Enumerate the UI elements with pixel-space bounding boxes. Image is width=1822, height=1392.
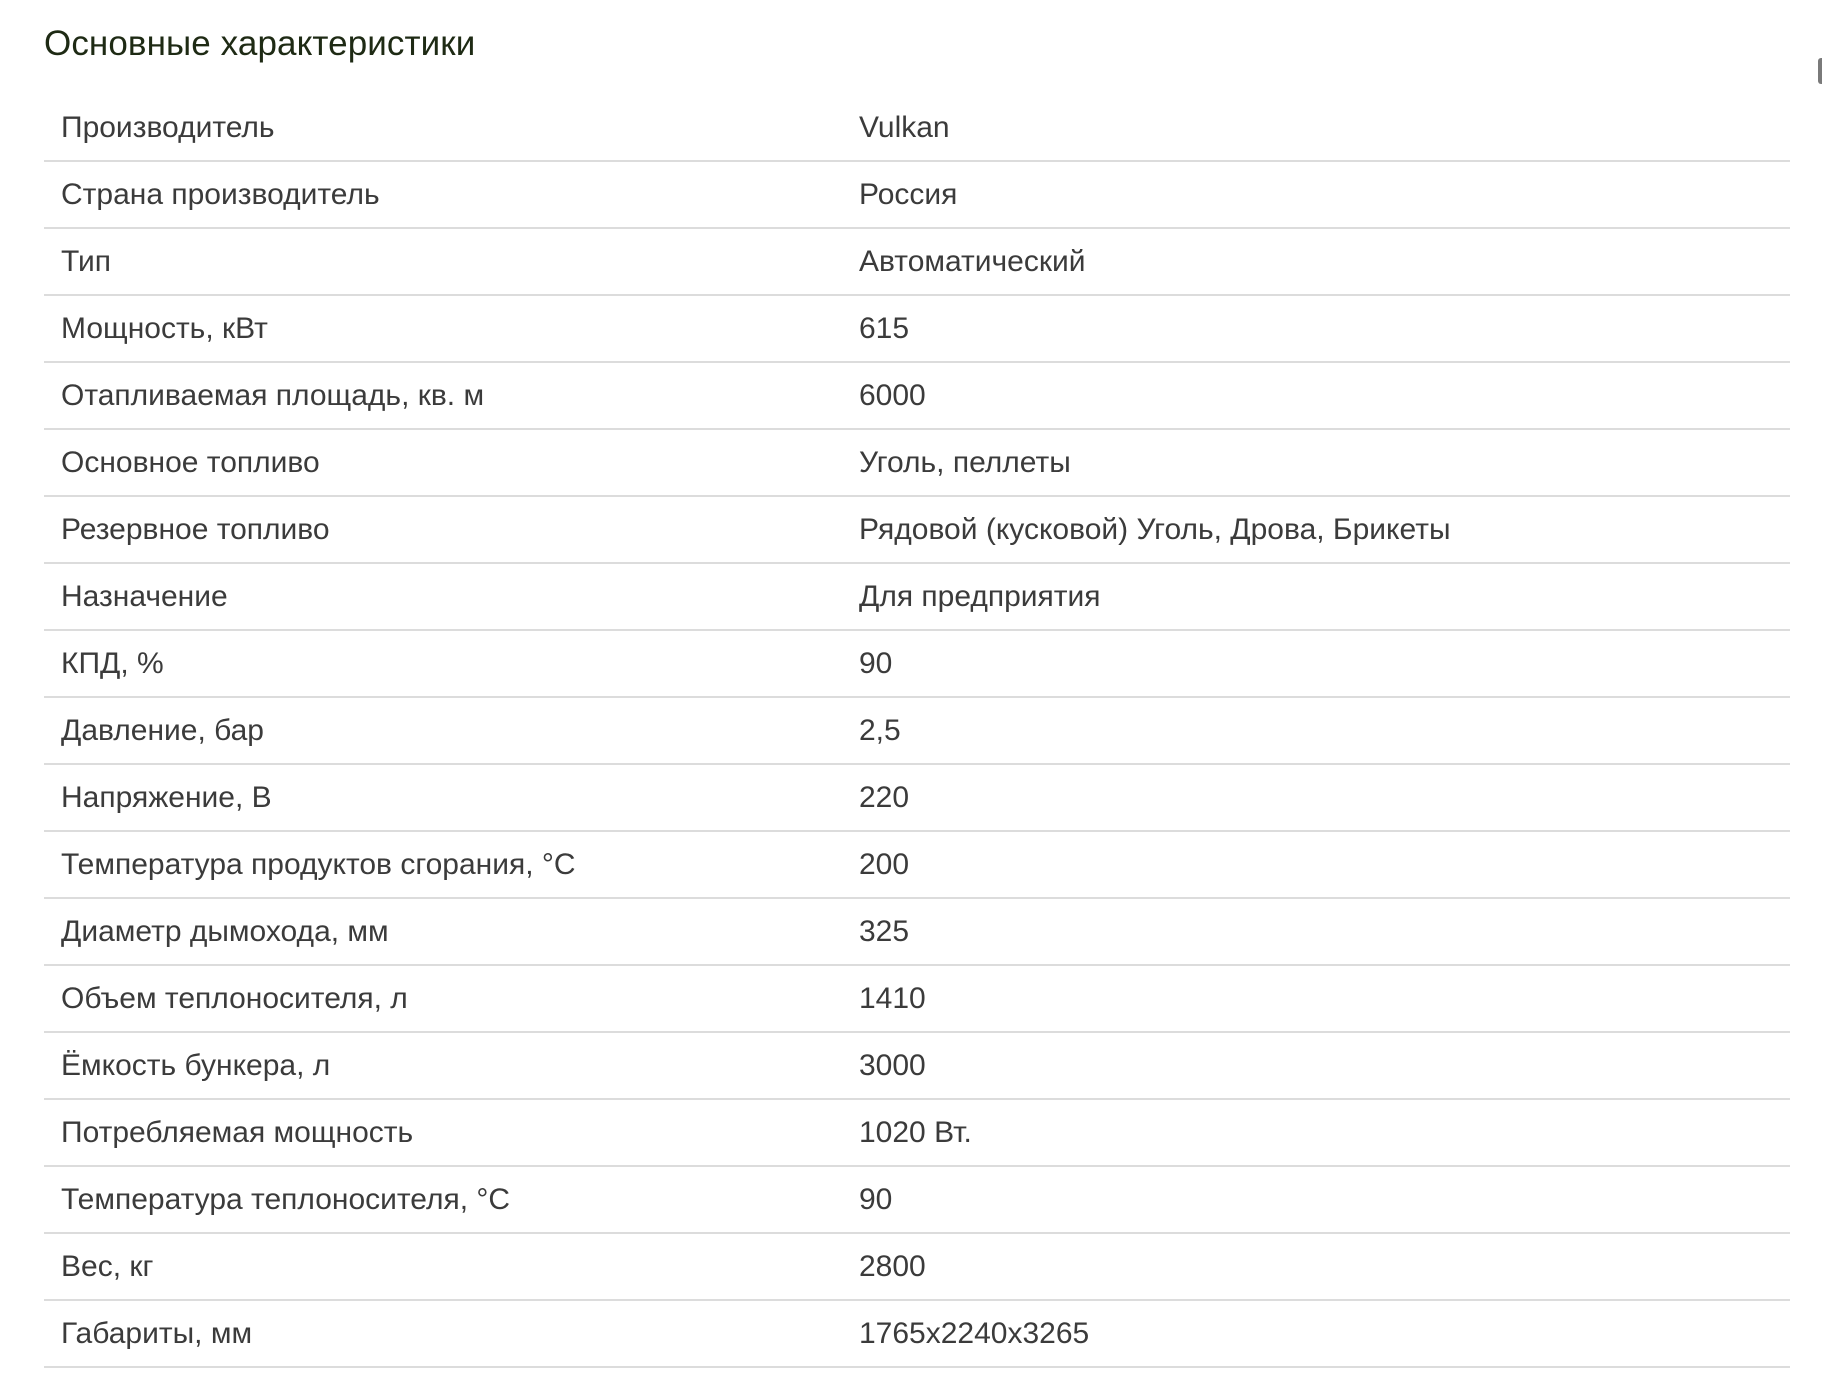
- spec-row-hopper-capacity: [44, 1032, 1790, 1099]
- spec-name: Температура продуктов сгорания, °C: [44, 831, 859, 898]
- spec-name: Потребляемая мощность: [44, 1099, 859, 1166]
- spec-row-pressure: [44, 697, 1790, 764]
- spec-value: 6000: [859, 362, 1790, 429]
- section-title: Основные характеристики: [44, 24, 476, 63]
- spec-row-coolant-temperature: [44, 1166, 1790, 1233]
- scroll-edge-indicator: [1818, 58, 1822, 84]
- spec-value: 1765x2240x3265: [859, 1300, 1790, 1367]
- spec-value: 2,5: [859, 697, 1790, 764]
- spec-name: Назначение: [44, 563, 859, 630]
- spec-value: 615: [859, 295, 1790, 362]
- spec-row-power: [44, 295, 1790, 362]
- spec-name: Мощность, кВт: [44, 295, 859, 362]
- spec-name: Отапливаемая площадь, кв. м: [44, 362, 859, 429]
- spec-name: Тип: [44, 228, 859, 295]
- spec-row-dimensions: [44, 1300, 1790, 1367]
- spec-name: Производитель: [44, 95, 859, 161]
- spec-row-flue-gas-temperature: [44, 831, 1790, 898]
- spec-value: 3000: [859, 1032, 1790, 1099]
- spec-name: Резервное топливо: [44, 496, 859, 563]
- spec-row-chimney-diameter: [44, 898, 1790, 965]
- spec-name: Габариты, мм: [44, 1300, 859, 1367]
- spec-value: Vulkan: [859, 95, 1790, 161]
- spec-row-type: [44, 228, 1790, 295]
- spec-row-heated-area: [44, 362, 1790, 429]
- spec-row-coolant-volume: [44, 965, 1790, 1032]
- spec-name: Температура теплоносителя, °C: [44, 1166, 859, 1233]
- spec-name: Ёмкость бункера, л: [44, 1032, 859, 1099]
- spec-row-purpose: [44, 563, 1790, 630]
- spec-value: Уголь, пеллеты: [859, 429, 1790, 496]
- specifications-table: [44, 95, 1790, 1368]
- spec-value: 220: [859, 764, 1790, 831]
- spec-name: Основное топливо: [44, 429, 859, 496]
- spec-value: 90: [859, 630, 1790, 697]
- spec-row-efficiency: [44, 630, 1790, 697]
- spec-value: 200: [859, 831, 1790, 898]
- spec-value: 90: [859, 1166, 1790, 1233]
- spec-name: Напряжение, В: [44, 764, 859, 831]
- spec-row-voltage: [44, 764, 1790, 831]
- spec-value: Россия: [859, 161, 1790, 228]
- spec-name: КПД, %: [44, 630, 859, 697]
- spec-name: Вес, кг: [44, 1233, 859, 1300]
- spec-row-country: [44, 161, 1790, 228]
- spec-value: 1020 Вт.: [859, 1099, 1790, 1166]
- spec-name: Диаметр дымохода, мм: [44, 898, 859, 965]
- spec-name: Страна производитель: [44, 161, 859, 228]
- spec-name: Объем теплоносителя, л: [44, 965, 859, 1032]
- spec-value: 1410: [859, 965, 1790, 1032]
- spec-row-weight: [44, 1233, 1790, 1300]
- spec-row-manufacturer: [44, 95, 1790, 161]
- spec-value: Автоматический: [859, 228, 1790, 295]
- spec-name: Давление, бар: [44, 697, 859, 764]
- spec-value: 325: [859, 898, 1790, 965]
- spec-value: Рядовой (кусковой) Уголь, Дрова, Брикеты: [859, 496, 1790, 563]
- spec-value: Для предприятия: [859, 563, 1790, 630]
- spec-row-main-fuel: [44, 429, 1790, 496]
- spec-row-power-consumption: [44, 1099, 1790, 1166]
- spec-value: 2800: [859, 1233, 1790, 1300]
- spec-row-reserve-fuel: [44, 496, 1790, 563]
